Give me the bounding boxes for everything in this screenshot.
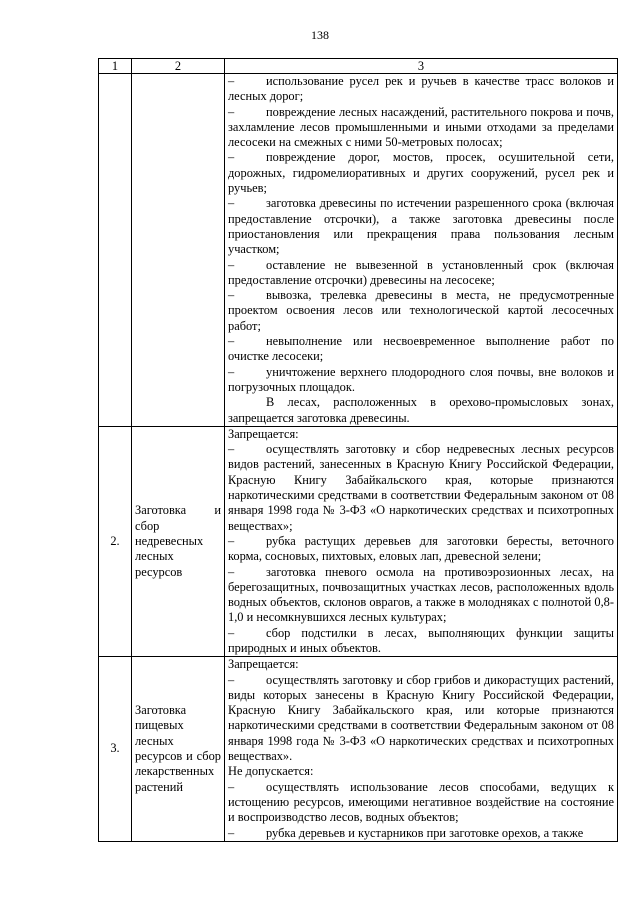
- regulations-table: [98, 58, 618, 842]
- row3-intro: Запрещается:: [228, 657, 299, 672]
- row1-number: [99, 74, 132, 427]
- dash-bullet: –: [228, 672, 235, 687]
- list-item: – заготовка пневого осмола на противоэрозионных лесах, на берегозащитных, почвозащитных участках лесов, расположенных вдоль водных объектов, склонов оврагов, а также в молодняках с полнотой 0,8-1,0 и несомкнувшихся лесных культурах;: [228, 564, 614, 625]
- list-item: – осуществлять заготовку и сбор грибов и дикорастущих растений, виды которых занесены в Красную Книгу Российской Федерации, Красную Книгу Забайкальского края, или которые признаются наркотическими средствами в соответствии Федеральным законом от 08 января 1998 года № 3-ФЗ «О наркотических средствах и психотропных веществах».: [228, 672, 614, 764]
- list-item: – осуществлять использование лесов способами, ведущих к истощению ресурсов, имеющими негативное воздействие на состояние и воспроизводство лесов, водных объектов;: [228, 779, 614, 825]
- table-header-row: [99, 59, 618, 74]
- table-row: [99, 657, 618, 842]
- dash-bullet: –: [228, 442, 235, 457]
- row3-number: 3.: [99, 657, 132, 842]
- dash-bullet: –: [228, 150, 235, 165]
- table-row: [99, 426, 618, 656]
- dash-bullet: –: [228, 288, 235, 303]
- closing-paragraph: В лесах, расположенных в орехово-промысловых зонах, запрещается заготовка древесины.: [228, 395, 614, 425]
- row3-content: [225, 657, 618, 842]
- list-item: – невыполнение или несвоевременное выполнение работ по очистке лесосеки;: [228, 334, 614, 364]
- list-item: – использование русел рек и ручьев в качестве трасс волоков и лесных дорог;: [228, 74, 614, 104]
- page-number: 138: [311, 28, 329, 42]
- dash-bullet: –: [228, 257, 235, 272]
- dash-bullet: –: [228, 364, 235, 379]
- dash-bullet: –: [228, 104, 235, 119]
- dash-bullet: –: [228, 196, 235, 211]
- dash-bullet: –: [228, 625, 235, 640]
- row1-name: [132, 74, 225, 427]
- dash-bullet: –: [228, 564, 235, 579]
- dash-bullet: –: [228, 825, 235, 840]
- row2-intro: Запрещается:: [228, 426, 299, 441]
- list-item: – повреждение лесных насаждений, растительного покрова и почв, захламление лесов промышленными и иными отходами за пределами лесосеки на смежных с ними 50-метровых полосах;: [228, 104, 614, 150]
- header-col-2: 2: [132, 59, 225, 74]
- row1-content: [225, 74, 618, 427]
- dash-bullet: –: [228, 533, 235, 548]
- list-item: – уничтожение верхнего плодородного слоя почвы, вне волоков и погрузочных площадок.: [228, 364, 614, 394]
- list-item: – сбор подстилки в лесах, выполняющих функции защиты природных и иных объектов.: [228, 625, 614, 655]
- dash-bullet: –: [228, 74, 235, 88]
- table-row: [99, 74, 618, 427]
- list-item: – вывозка, трелевка древесины в места, не предусмотренные проектом освоения лесов или технологической картой лесосечных работ;: [228, 288, 614, 333]
- dash-bullet: –: [228, 334, 235, 349]
- list-item: – оставление не вывезенной в установленный срок (включая предоставление отсрочки) древесины на лесосеке;: [228, 257, 614, 287]
- row2-content: [225, 426, 618, 656]
- header-col-3: 3: [225, 59, 618, 74]
- row2-number: 2.: [99, 426, 132, 656]
- header-col-1: 1: [99, 59, 132, 74]
- row2-name: Заготовка и сбор недревесных лесных ресурсов: [132, 426, 225, 656]
- list-item: – заготовка древесины по истечении разрешенного срока (включая предоставление отсрочки), а также заготовка древесины после приостановления или прекращения права пользования лесным участком;: [228, 196, 614, 257]
- list-item: – рубка растущих деревьев для заготовки бересты, веточного корма, сосновых, пихтовых, еловых лап, древесной зелени;: [228, 533, 614, 564]
- list-item: – повреждение дорог, мостов, просек, осушительной сети, дорожных, гидромелиоративных и других сооружений, русел рек и ручьев;: [228, 150, 614, 196]
- row3-intro-2: Не допускается:: [228, 764, 314, 779]
- list-item: – осуществлять заготовку и сбор недревесных лесных ресурсов видов растений, занесенных в Красную Книгу Российской Федерации, Красную Книгу Забайкальского края, которые признаются наркотическими средствами в соответствии Федеральным законом от 08 января 1998 года № 3-ФЗ «О наркотических средствах и психотропных веществах»;: [228, 442, 614, 533]
- list-item: – рубка деревьев и кустарников при заготовке орехов, а также: [228, 825, 584, 840]
- dash-bullet: –: [228, 779, 235, 794]
- row3-name: Заготовка пищевых лесных ресурсов и сбор лекарственных растений: [132, 657, 225, 842]
